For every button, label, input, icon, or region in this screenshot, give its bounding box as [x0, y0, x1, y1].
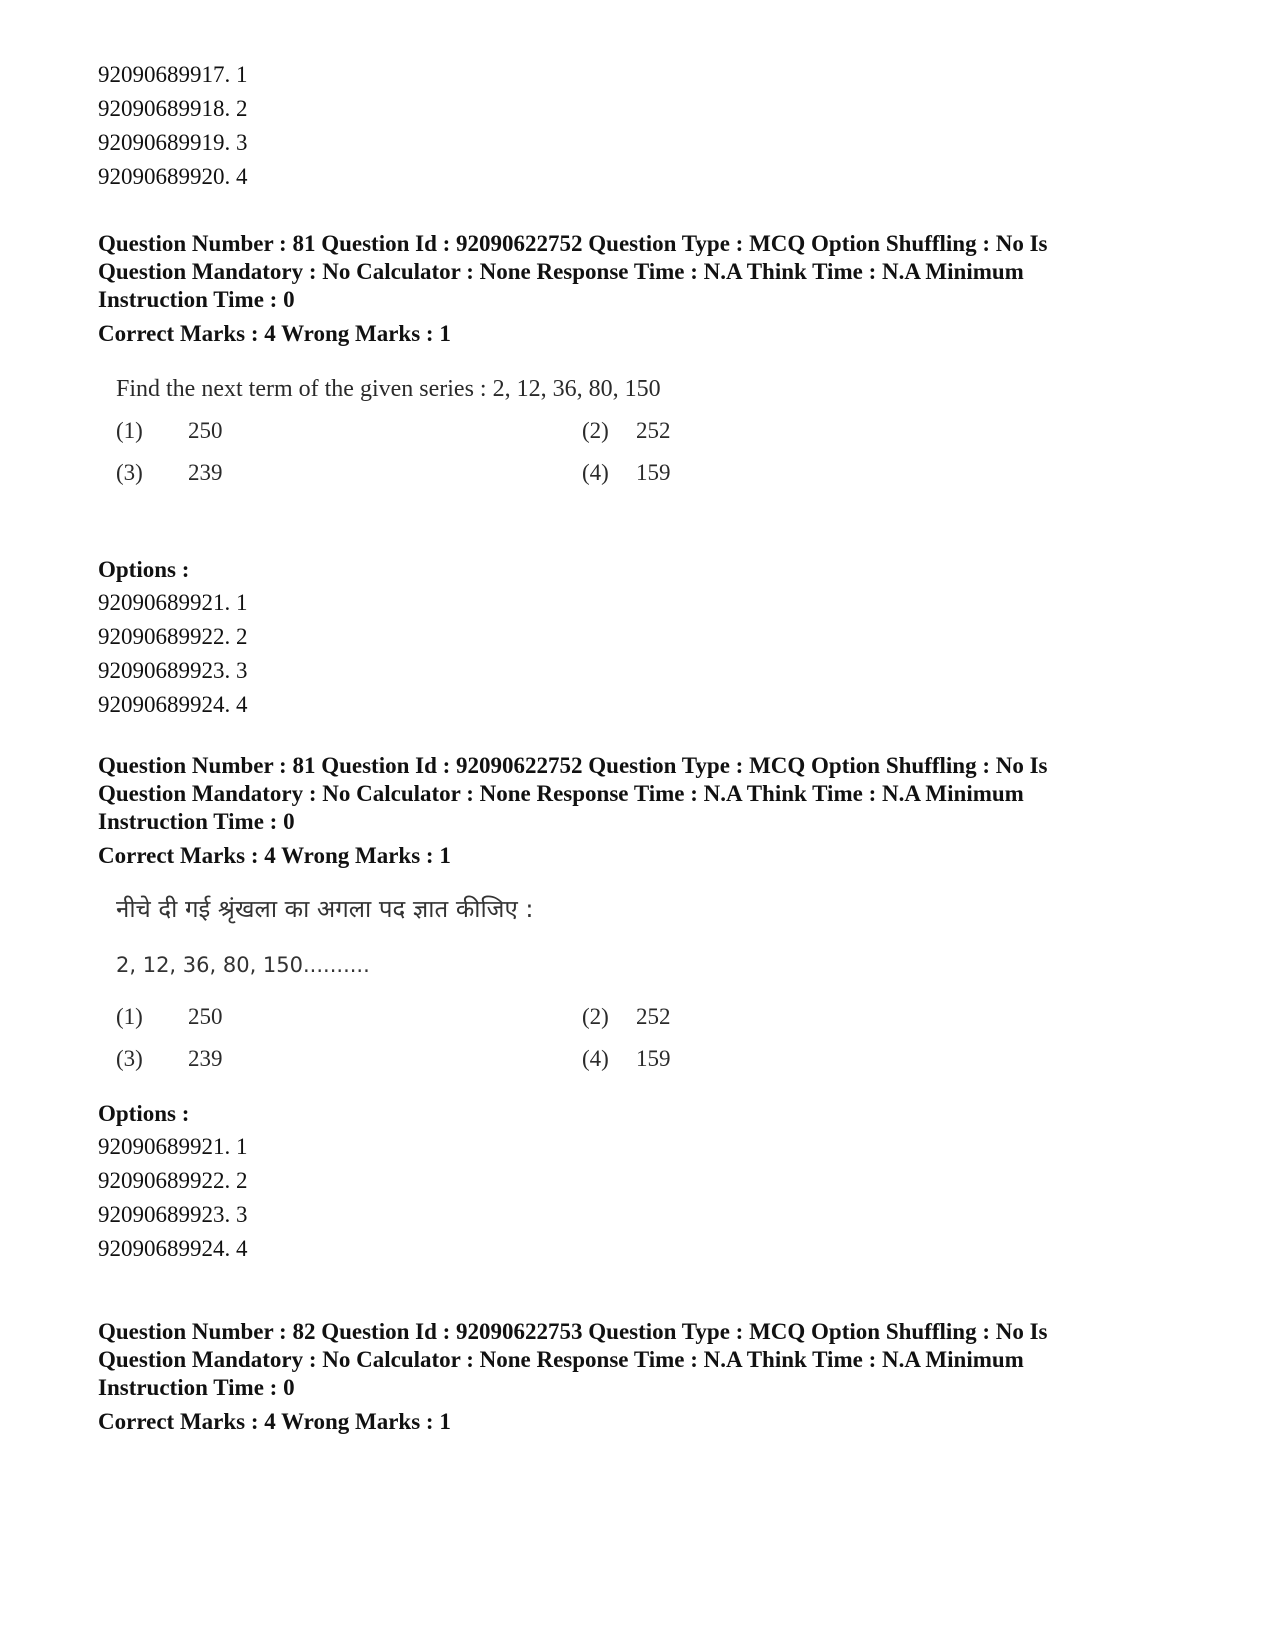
choice-4	[582, 1046, 671, 1072]
option-line: 92090689917. 1	[98, 62, 248, 87]
choice-4	[582, 460, 671, 486]
choice-number: (3)	[116, 1046, 143, 1071]
question-marks: Correct Marks : 4 Wrong Marks : 1	[98, 321, 451, 346]
choice-value: 252	[636, 1004, 671, 1029]
choice-3	[116, 1046, 223, 1072]
top-options-list	[98, 58, 248, 194]
option-line: 92090689918. 2	[98, 96, 248, 121]
choice-2	[582, 418, 671, 444]
choice-number: (4)	[582, 1046, 609, 1071]
options-label: Options :	[98, 1101, 190, 1126]
question-block-81-english	[98, 230, 1138, 722]
choice-number: (4)	[582, 460, 609, 485]
choice-value: 250	[188, 418, 223, 443]
question-body	[116, 894, 1138, 1094]
question-marks: Correct Marks : 4 Wrong Marks : 1	[98, 1409, 451, 1434]
question-meta: Question Number : 81 Question Id : 92090622752 Question Type : MCQ Option Shuffling : No Is Question Mandatory : No Calculator : None Response Time : N.A Think Time : N.A Minimum Instruction Time : 0	[98, 753, 1048, 834]
option-line: 92090689923. 3	[98, 658, 248, 683]
choice-number: (1)	[116, 418, 143, 443]
option-line: 92090689923. 3	[98, 1202, 248, 1227]
choice-number: (2)	[582, 1004, 609, 1029]
choice-3	[116, 460, 223, 486]
question-text: Find the next term of the given series : 2, 12, 36, 80, 150	[116, 376, 661, 402]
options-label: Options :	[98, 557, 190, 582]
choice-value: 239	[188, 1046, 223, 1071]
choice-value: 159	[636, 460, 671, 485]
question-meta: Question Number : 81 Question Id : 92090622752 Question Type : MCQ Option Shuffling : No Is Question Mandatory : No Calculator : None Response Time : N.A Think Time : N.A Minimum Instruction Time : 0	[98, 231, 1048, 312]
option-line: 92090689921. 1	[98, 1134, 248, 1159]
choice-1	[116, 1004, 223, 1030]
option-line: 92090689924. 4	[98, 692, 248, 717]
choice-number: (2)	[582, 418, 609, 443]
choice-value: 250	[188, 1004, 223, 1029]
choice-2	[582, 1004, 671, 1030]
question-body	[116, 374, 1138, 504]
choice-value: 252	[636, 418, 671, 443]
option-line: 92090689921. 1	[98, 590, 248, 615]
choice-number: (3)	[116, 460, 143, 485]
option-line: 92090689922. 2	[98, 624, 248, 649]
option-line: 92090689919. 3	[98, 130, 248, 155]
question-marks: Correct Marks : 4 Wrong Marks : 1	[98, 843, 451, 868]
choice-grid	[116, 1004, 736, 1094]
question-block-82	[98, 1318, 1138, 1436]
question-series: 2, 12, 36, 80, 150..........	[116, 953, 370, 977]
choice-value: 159	[636, 1046, 671, 1071]
choice-1	[116, 418, 223, 444]
option-line: 92090689922. 2	[98, 1168, 248, 1193]
option-line: 92090689924. 4	[98, 1236, 248, 1261]
choice-grid	[116, 418, 736, 504]
question-block-81-hindi	[98, 752, 1138, 1266]
choice-number: (1)	[116, 1004, 143, 1029]
option-line: 92090689920. 4	[98, 164, 248, 189]
question-meta: Question Number : 82 Question Id : 92090622753 Question Type : MCQ Option Shuffling : No Is Question Mandatory : No Calculator : None Response Time : N.A Think Time : N.A Minimum Instruction Time : 0	[98, 1319, 1048, 1400]
question-text: नीचे दी गई श्रृंखला का अगला पद ज्ञात कीजिए :	[116, 895, 534, 923]
choice-value: 239	[188, 460, 223, 485]
